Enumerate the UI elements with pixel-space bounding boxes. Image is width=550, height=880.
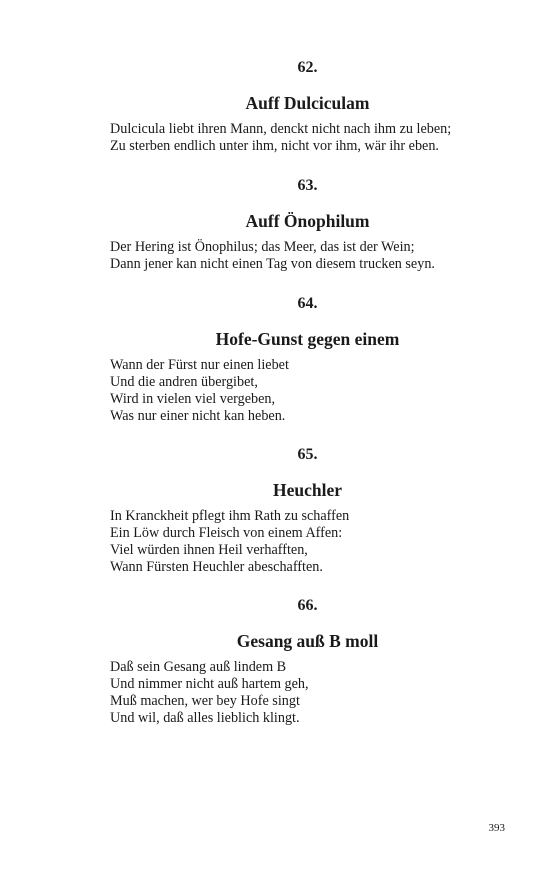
poem-66 [110, 597, 505, 727]
poem-number: 65. [297, 446, 318, 463]
poem-62 [110, 59, 505, 155]
poem-line: Viel würden ihnen Heil verhafften, [110, 542, 308, 558]
poem-number: 63. [297, 177, 318, 194]
poem-line: Muß machen, wer bey Hofe singt [110, 693, 300, 709]
poem-line: Wird in vielen viel vergeben, [110, 391, 276, 407]
poem-lines [110, 239, 505, 273]
poem-line: Und nimmer nicht auß hartem geh, [110, 676, 309, 692]
poem-title: Auff Dulciculam [245, 93, 370, 113]
poem-line: Der Hering ist Önophilus; das Meer, das ist der Wein; [110, 239, 415, 255]
poem-title: Hofe-Gunst gegen einem [215, 329, 400, 349]
poem-line: Dann jener kan nicht einen Tag von diesem trucken seyn. [110, 256, 435, 272]
poem-line: Dulcicula liebt ihren Mann, denckt nicht nach ihm zu leben; [110, 121, 452, 137]
poem-line: Zu sterben endlich unter ihm, nicht vor ihm, wär ihr eben. [110, 138, 439, 154]
poem-line: Was nur einer nicht kan heben. [110, 408, 286, 424]
poem-lines [110, 659, 505, 727]
poem-line: Und wil, daß alles lieblich klingt. [110, 710, 300, 726]
poem-lines [110, 121, 505, 155]
poem-title: Gesang auß B moll [236, 631, 379, 651]
poem-63 [110, 177, 505, 273]
poem-64 [110, 295, 505, 425]
poem-65 [110, 446, 505, 576]
poem-title: Heuchler [272, 480, 342, 500]
poem-lines [110, 508, 505, 576]
poem-line: Wann der Fürst nur einen liebet [110, 357, 289, 373]
poem-number: 66. [297, 597, 318, 614]
poem-line: In Kranckheit pflegt ihm Rath zu schaffen [110, 508, 350, 524]
poem-line: Und die andren übergibet, [110, 374, 258, 390]
poem-title: Auff Önophilum [245, 211, 370, 231]
poem-number: 62. [297, 59, 318, 76]
poem-number: 64. [297, 295, 318, 312]
poem-line: Ein Löw durch Fleisch von einem Affen: [110, 525, 343, 541]
poem-line: Daß sein Gesang auß lindem B [110, 659, 287, 675]
poem-line: Wann Fürsten Heuchler abeschafften. [110, 559, 323, 575]
poem-lines [110, 357, 505, 425]
page-number: 393 [488, 822, 505, 834]
